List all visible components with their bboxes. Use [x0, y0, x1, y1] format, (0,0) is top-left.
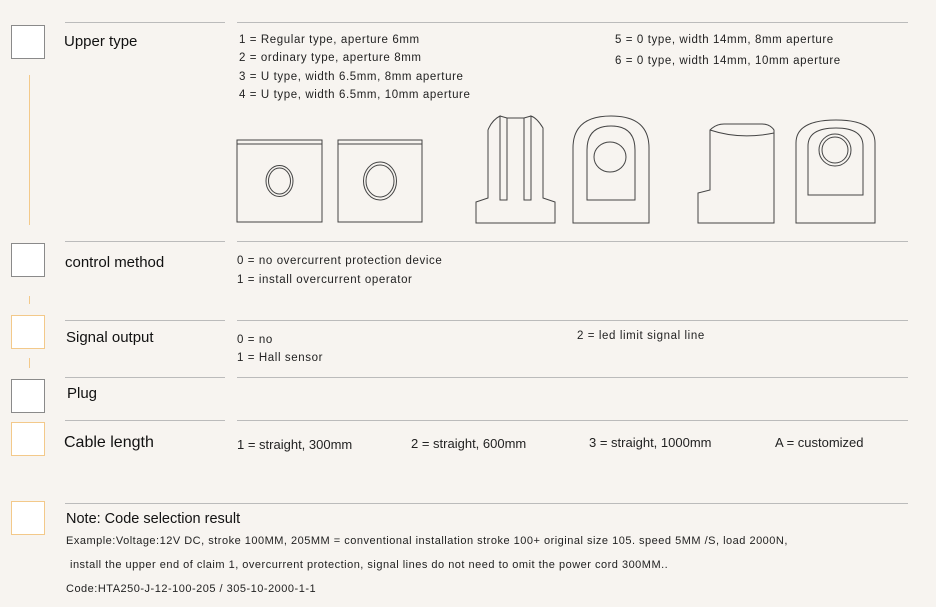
- note-title: Note: Code selection result: [66, 511, 241, 527]
- o-type-flat-drawing: [698, 124, 774, 223]
- upper-type-label: Upper type: [64, 33, 138, 50]
- cable-length-label: Cable length: [64, 434, 154, 451]
- signal-output-option: 1 = Hall sensor: [237, 352, 324, 364]
- signal-output-option: 2 = led limit signal line: [577, 330, 705, 342]
- u-type-drawing: [476, 116, 555, 223]
- note-example-line: install the upper end of claim 1, overcurrent protection, signal lines do not need to omit the power cord 300MM..: [70, 559, 669, 571]
- upper-type-option: 5 = 0 type, width 14mm, 8mm aperture: [615, 34, 834, 46]
- note-example-line: Example:Voltage:12V DC, stroke 100MM, 205MM = conventional installation stroke 100+ original size 105. speed 5MM /S, load 2000N,: [66, 535, 788, 547]
- cable-length-option: A = customized: [775, 435, 864, 450]
- signal-output-option: 0 = no: [237, 334, 273, 346]
- upper-type-option: 1 = Regular type, aperture 6mm: [239, 34, 420, 46]
- cable-length-option: 1 = straight, 300mm: [237, 437, 353, 452]
- upper-type-option: 6 = 0 type, width 14mm, 10mm aperture: [615, 55, 841, 67]
- cable-length-option: 2 = straight, 600mm: [411, 436, 527, 451]
- ordinary-type-drawing: [338, 140, 422, 222]
- plug-label: Plug: [67, 385, 98, 402]
- regular-type-drawing: [237, 140, 322, 222]
- o-type-tall-drawing: [796, 120, 875, 223]
- cable-length-option: 3 = straight, 1000mm: [589, 435, 712, 450]
- control-method-label: control method: [65, 254, 165, 271]
- upper-type-option: 4 = U type, width 6.5mm, 10mm aperture: [239, 89, 471, 101]
- upper-type-option: 3 = U type, width 6.5mm, 8mm aperture: [239, 71, 464, 83]
- note-code-line: Code:HTA250-J-12-100-205 / 305-10-2000-1-1: [66, 583, 317, 595]
- upper-type-option: 2 = ordinary type, aperture 8mm: [239, 52, 422, 64]
- control-method-option: 1 = install overcurrent operator: [237, 274, 413, 286]
- o-type-round-drawing: [573, 116, 649, 223]
- control-method-option: 0 = no overcurrent protection device: [237, 255, 443, 267]
- signal-output-label: Signal output: [66, 329, 154, 346]
